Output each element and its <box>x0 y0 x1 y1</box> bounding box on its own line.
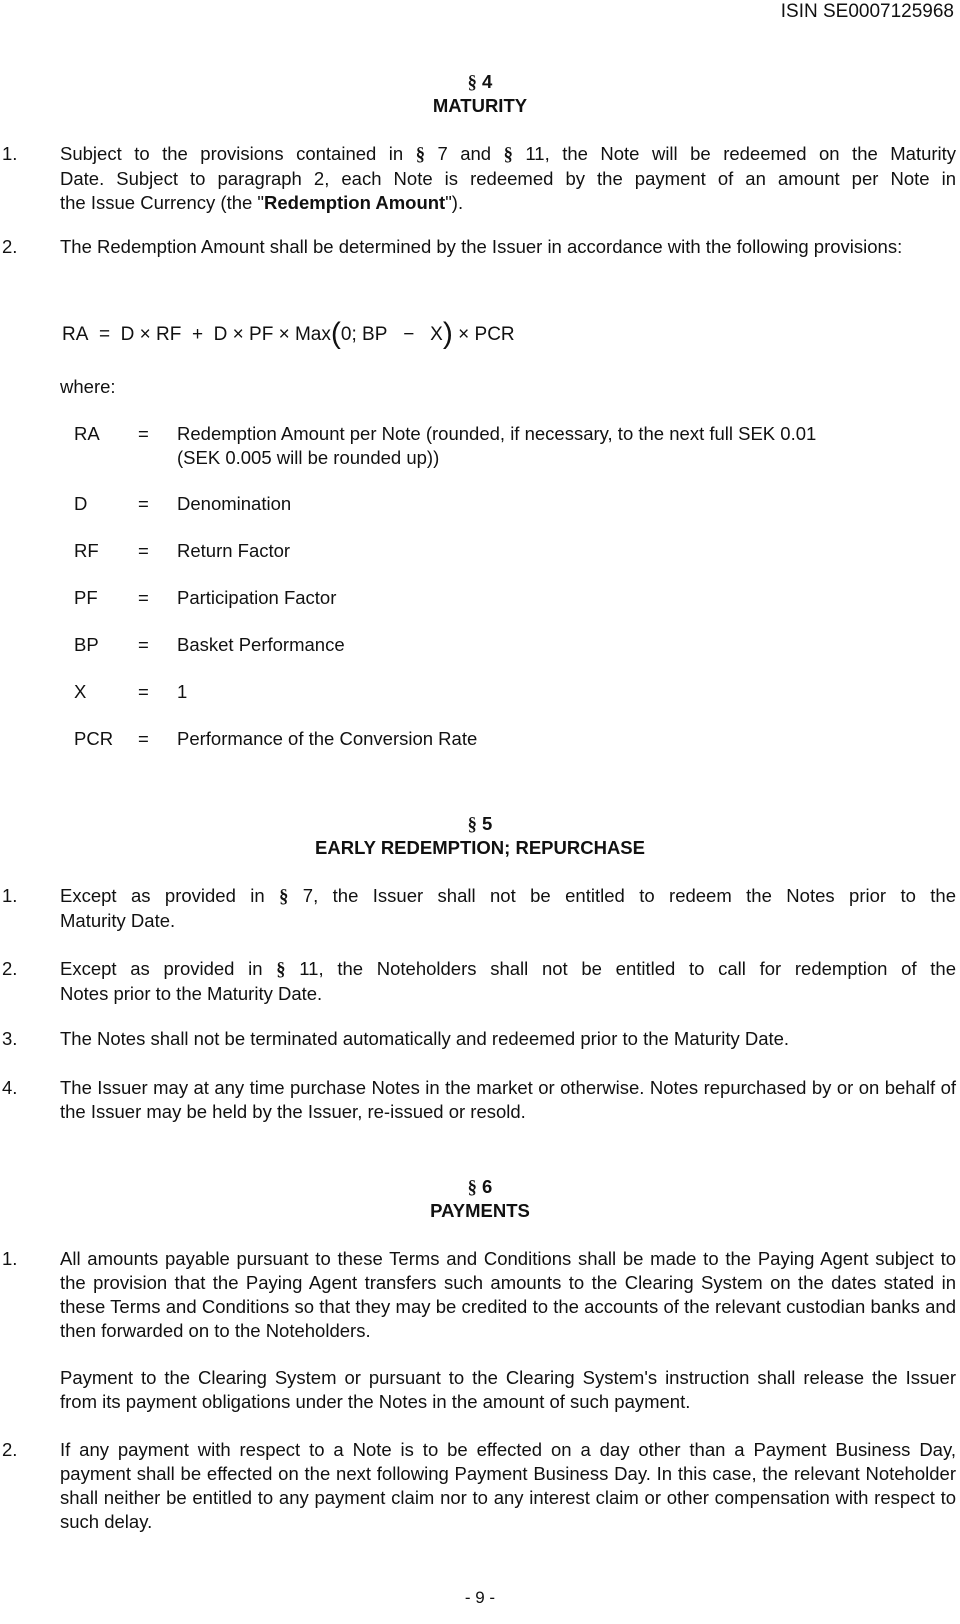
section-6-title: PAYMENTS <box>430 1200 530 1221</box>
section-6-number: § 6 <box>467 1176 493 1198</box>
document-page: ISIN SE0007125968 § 4 MATURITY 1. Subject to the provisions contained in § 7 and § 11, the Note will be redeemed on the Maturity Date. Subject to paragraph 2, each Note is redeemed by the payment of an amount per Note in the Issue Currency (the "Redemption Amount"). 2. The Redemption Amount shall be determined by the Issuer in accordance with the following provisions: RA = D × RF + D × PF × Max(0; BP − X) × PCR where: RA = Redemption Amount per Note (rounded, if necessary, to the next full SEK 0.01 (SEK 0.005 will be rounded up)) D = Denomination RF = Return Factor PF = Participation Factor BP = Basket Performance X = 1 PCR = Performance of the Conversion Rate § 5 EARLY REDEMPTION; REPURCHASE 1. Except as provided in § 7, the Issuer shall not be entitled to redeem the Notes prior to the Maturity Date. 2. Except as provided in § 11, the Noteholders shall not be entitled to call for redemption of the Notes prior to the Maturity Date. 3. The Notes shall not be terminated automatically and redeemed prior to the Maturity Date. 4. The Issuer may at any time purchase Notes in the market or otherwise. Notes repurchased by or on behalf of the Issuer may be held by the Issuer, re-issued or resold. § 6 PAYMENTS 1. All amounts payable pursuant to these Terms and Conditions shall be made to the Paying Agent subject to the provision that the Paying Agent transfers such amounts to the Clearing System on the dates stated in these Terms and Conditions so that they may be credited to the accounts of the relevant custodian banks and then forwarded on to the Noteholders. Payment to the Clearing System or pursuant to the Clearing System's instruction shall release the Issuer from its payment obligations under the Notes in the amount of such payment. 2. If any payment with respect to a Note is to be effected on a day other than a Payment Business Day, payment shall be effected on the next following Payment Business Day. In this case, the relevant Noteholder shall neither be entitled to any payment claim nor to any interest claim or other compensation with respect to such delay. - 9 - <box>0 0 960 1624</box>
page-number: - 9 - <box>464 1588 496 1607</box>
section-4-number: § 4 <box>467 71 493 93</box>
section-5-title: EARLY REDEMPTION; REPURCHASE <box>315 837 645 858</box>
section-4-title: MATURITY <box>432 95 528 116</box>
redemption-formula: RA = D × RF + D × PF × Max(0; BP − X) × PCR <box>62 317 515 350</box>
isin-header: ISIN SE0007125968 <box>780 1 954 22</box>
section-sign: § <box>467 73 477 93</box>
section-5-number: § 5 <box>467 813 493 835</box>
